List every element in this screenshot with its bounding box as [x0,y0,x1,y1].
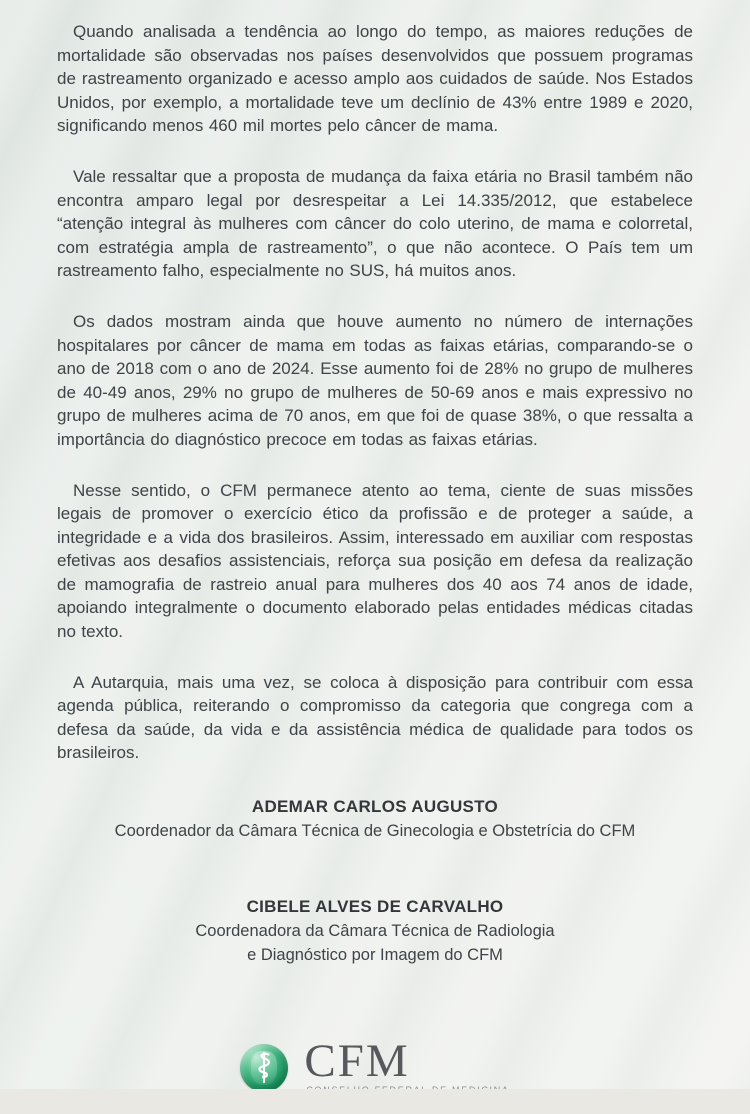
paragraph-mortality-trend: Quando analisada a tendência ao longo do tempo, as maiores reduções de mortalidade são observadas nos países desenvolvidos que possuem programas de rastreamento organizado e acesso amplo aos cuidados de saúde. Nos Estados Unidos, por exemplo, a mortalidade teve um declínio de 43% entre 1989 e 2020, significando menos 460 mil mortes pelo câncer de mama. [57,22,693,136]
signature-title: Coordenador da Câmara Técnica de Ginecologia e Obstetrícia do CFM [114,822,636,841]
signature-block-1 [57,795,693,843]
signature-block-2 [57,895,693,967]
logo-acronym-text: CFM [304,1035,410,1088]
paragraph-closing: A Autarquia, mais uma vez, se coloca à disposição para contribuir com essa agenda pública, reiterando o compromisso da categoria que congrega com a defesa da saúde, da vida e da assistência médica de qualidade para todos os brasileiros. [57,672,693,763]
signature-title: e Diagnóstico por Imagem do CFM [247,946,503,965]
paragraph-legal-argument: Vale ressaltar que a proposta de mudança da faixa etária no Brasil também não encontra amparo legal por desrespeitar a Lei 14.335/2012, que estabelece “atenção integral às mulheres com câncer do colo uterino, de mama e colorretal, com estratégia ampla de rastreamento”, o que não acontece. O País tem um rastreamento falho, especialmente no SUS, há muitos anos. [57,166,693,281]
signature-name: ADEMAR CARLOS AUGUSTO [251,797,499,817]
cfm-logo [57,1035,693,1095]
paragraph-hospitalization-data: Os dados mostram ainda que houve aumento no número de internações hospitalares por câncer de mama em todas as faixas etárias, comparando-se o ano de 2018 com o ano de 2024. Esse aumento foi de 28% no grupo de mulheres de 40-49 anos, 29% no grupo de mulheres de 50-69 anos e mais expressivo no grupo de mulheres acima de 70 anos, em que foi de quase 38%, o que ressalta a importância do diagnóstico precoce em todas as faixas etárias. [57,311,693,449]
rod-of-asclepius-icon [240,1044,288,1092]
footer-strip [0,1089,750,1114]
logo-wordmark [304,1035,509,1095]
signature-name: CIBELE ALVES DE CARVALHO [246,897,504,917]
signature-title: Coordenadora da Câmara Técnica de Radiologia [195,922,555,941]
paragraph-cfm-position: Nesse sentido, o CFM permanece atento ao tema, ciente de suas missões legais de promover o exercício ético da profissão e de proteger a saúde, a integridade e a vida dos brasileiros. Assim, interessado em auxiliar com respostas efetivas aos desafios assistenciais, reforça sua posição em defesa da realização de mamografia de rastreio anual para mulheres dos 40 aos 74 anos de idade, apoiando integralmente o documento elaborado pelas entidades médicas citadas no texto. [57,480,693,642]
